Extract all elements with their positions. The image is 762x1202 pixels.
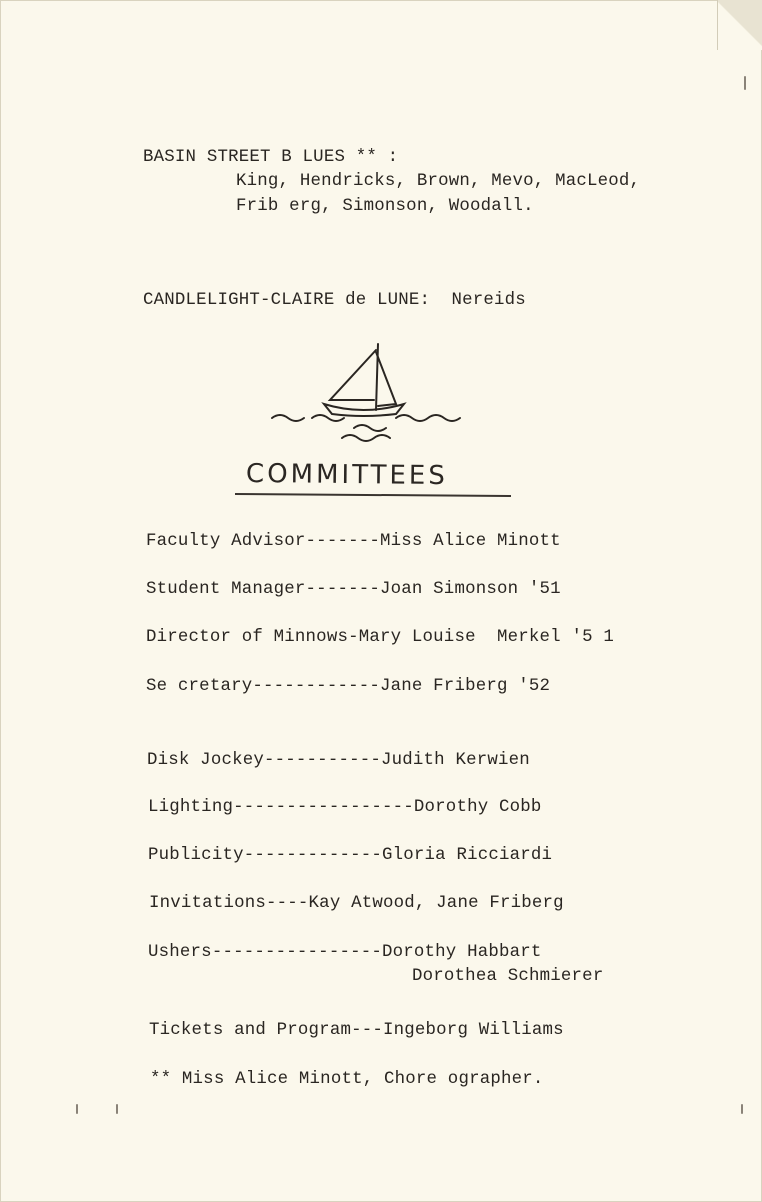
committee-row: Tickets and Program---Ingeborg Williams xyxy=(149,1021,564,1040)
page-corner-fold xyxy=(717,0,762,50)
basin-street-title: BASIN STREET B LUES ** : xyxy=(143,148,399,167)
committee-row-continuation: Dorothea Schmierer xyxy=(412,967,604,986)
basin-street-names-line2: Frib erg, Simonson, Woodall. xyxy=(236,197,534,216)
committee-row: Lighting-----------------Dorothy Cobb xyxy=(148,798,542,817)
heading-underline xyxy=(235,493,511,497)
committee-row: Se cretary------------Jane Friberg '52 xyxy=(146,677,551,696)
sailboat-icon xyxy=(268,338,468,448)
committee-row: Faculty Advisor-------Miss Alice Minott xyxy=(146,532,561,551)
choreographer-footnote: ** Miss Alice Minott, Chore ographer. xyxy=(150,1070,544,1089)
committee-row: Publicity-------------Gloria Ricciardi xyxy=(148,846,553,865)
candlelight-line: CANDLELIGHT-CLAIRE de LUNE: Nereids xyxy=(143,291,526,310)
committee-row: Student Manager-------Joan Simonson '51 xyxy=(146,580,561,599)
basin-street-names-line1: King, Hendricks, Brown, Mevo, MacLeod, xyxy=(236,172,641,191)
committee-row: Disk Jockey-----------Judith Kerwien xyxy=(147,751,530,770)
committee-row: Invitations----Kay Atwood, Jane Friberg xyxy=(149,894,564,913)
committee-row: Director of Minnows-Mary Louise Merkel '5 1 xyxy=(146,628,614,647)
committees-heading: COMMITTEES xyxy=(245,458,448,492)
committee-row: Ushers----------------Dorothy Habbart xyxy=(148,943,542,962)
